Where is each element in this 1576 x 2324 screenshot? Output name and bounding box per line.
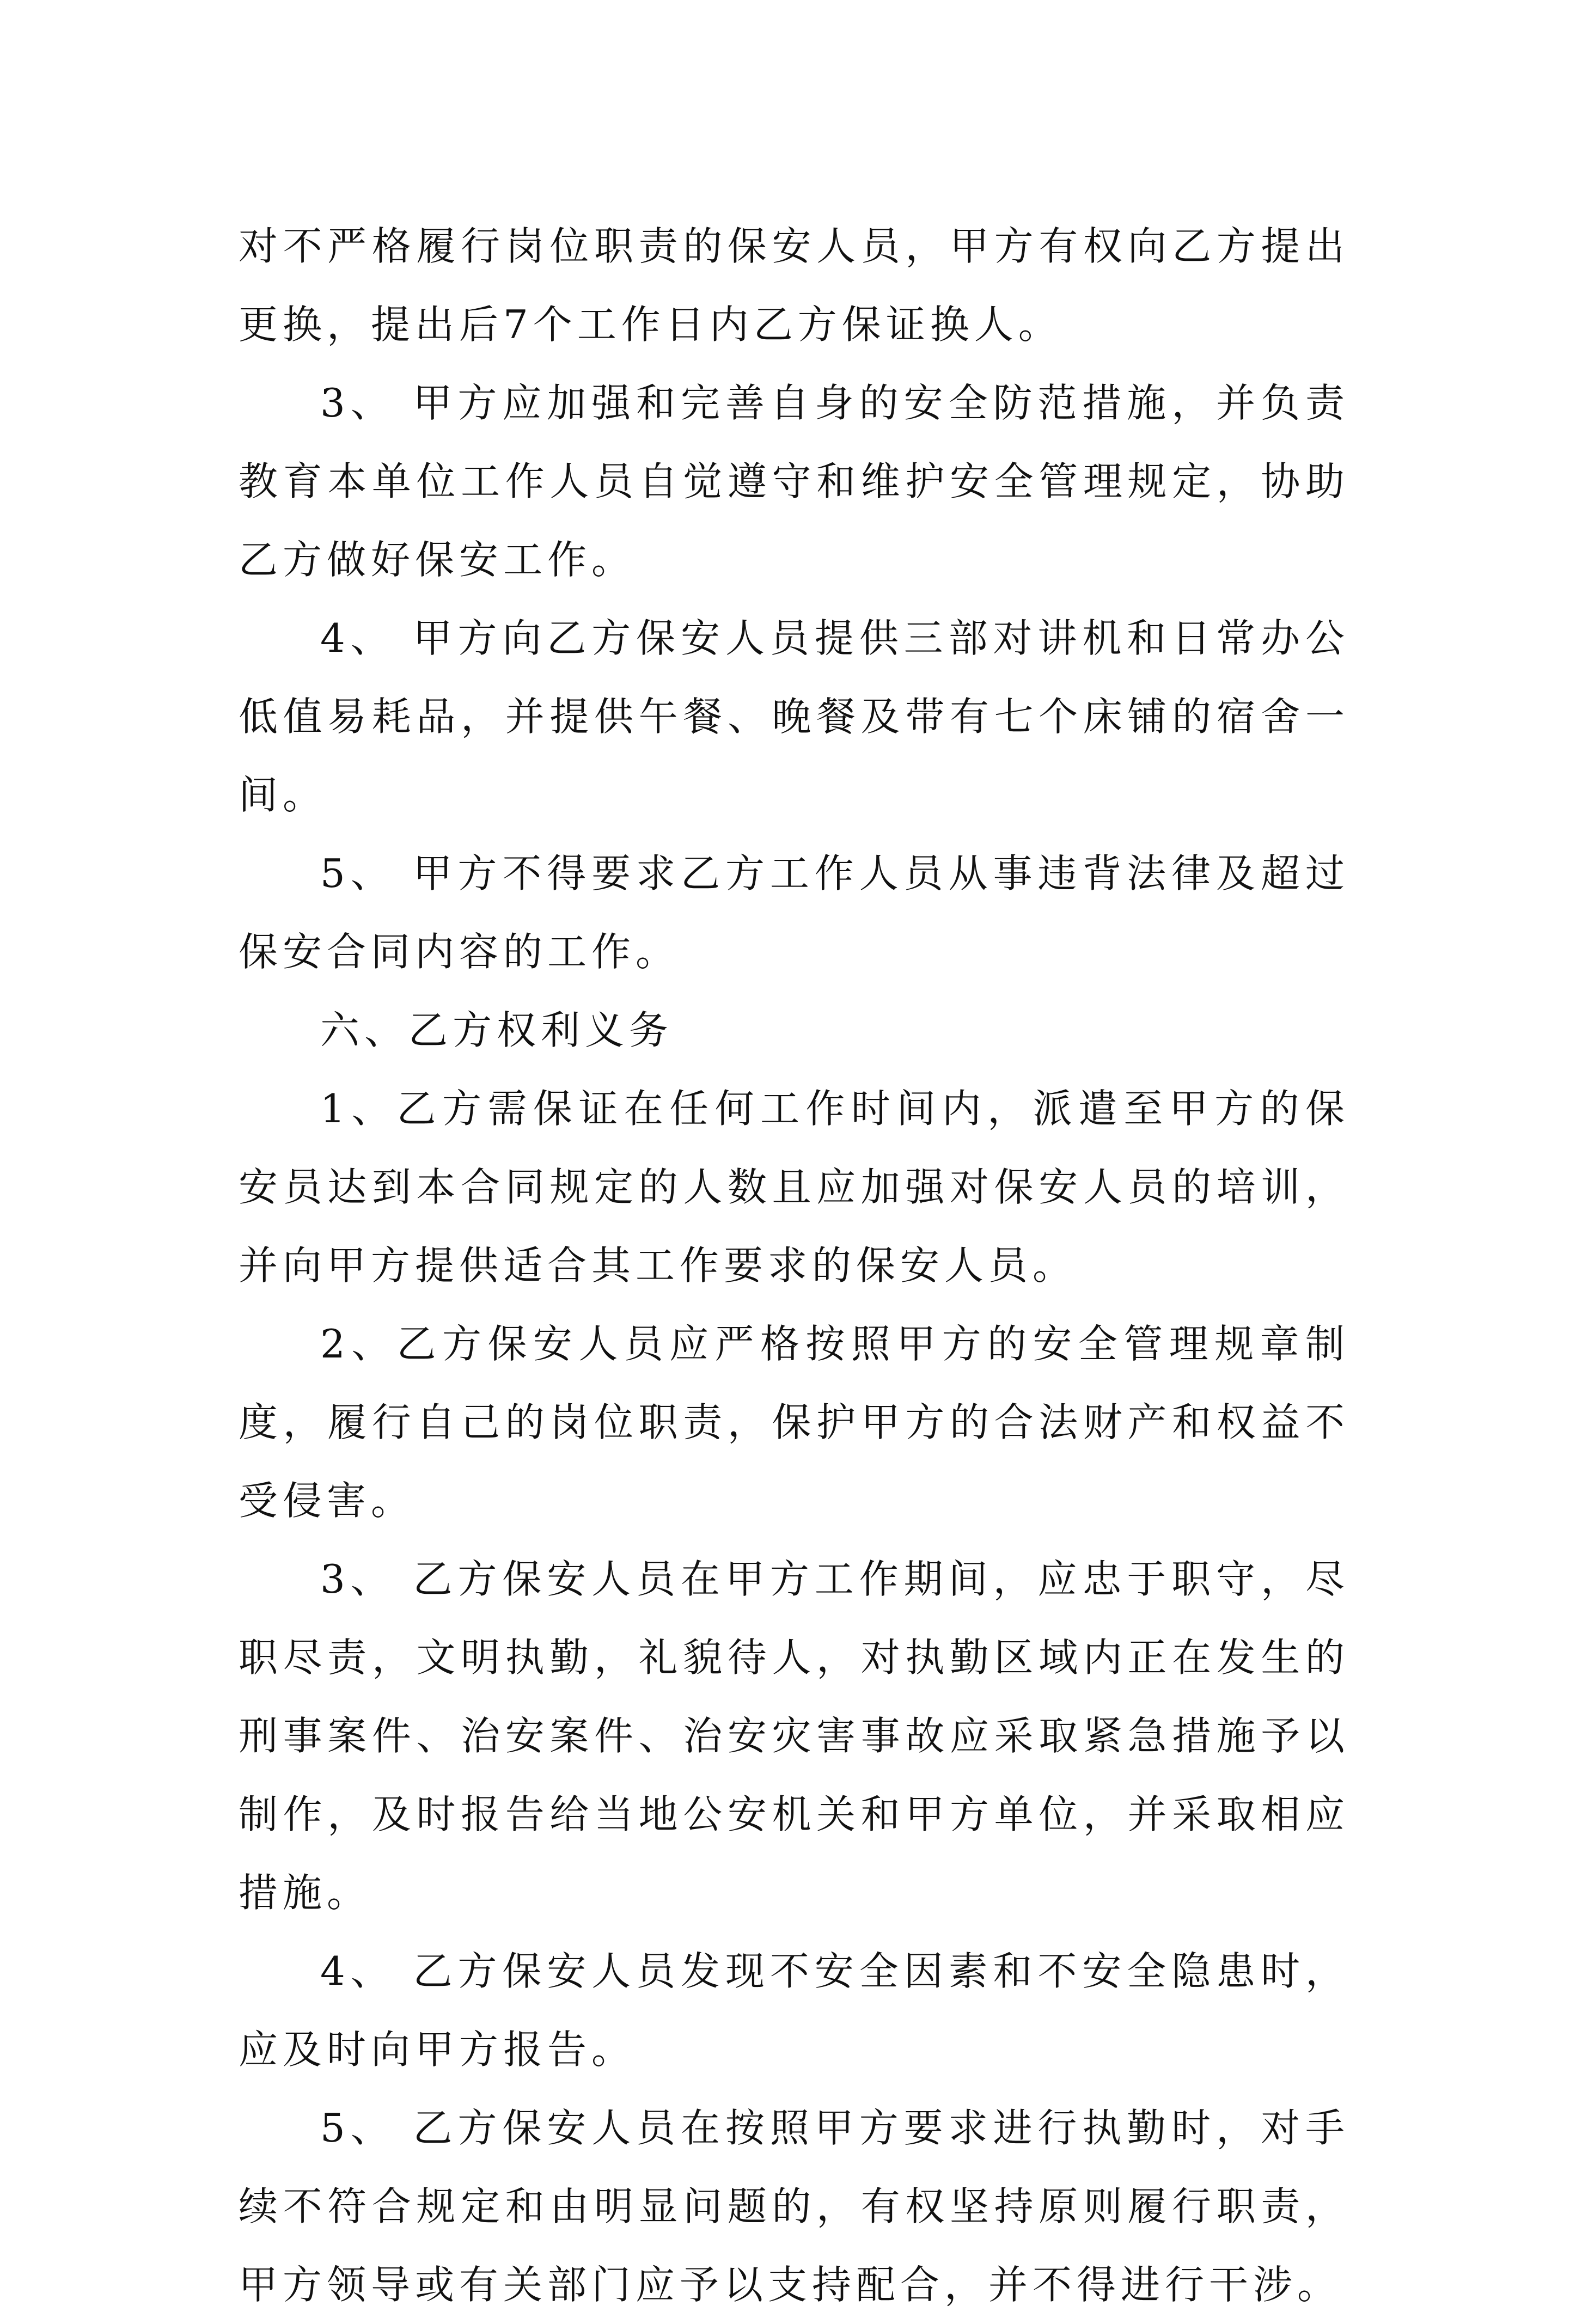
paragraph-continuation: 对不严格履行岗位职责的保安人员，甲方有权向乙方提出更换，提出后7个工作日内乙方保证换人。	[239, 223, 1349, 347]
contract-body	[239, 207, 1349, 2324]
paragraph-party-a-item-5: 5、 甲方不得要求乙方工作人员从事违背法律及超过保安合同内容的工作。	[239, 851, 1349, 975]
paragraph-party-b-item-5: 5、 乙方保安人员在按照甲方要求进行执勤时，对手续不符合规定和由明显问题的，有权坚持原则履行职责，甲方领导或有关部门应予以支持配合，并不得进行干涉。	[239, 2105, 1349, 2308]
paragraph-party-a-item-3: 3、 甲方应加强和完善自身的安全防范措施，并负责教育本单位工作人员自觉遵守和维护安全管理规定，协助乙方做好保安工作。	[239, 380, 1349, 583]
paragraph-party-b-item-4: 4、 乙方保安人员发现不安全因素和不安全隐患时，应及时向甲方报告。	[239, 1948, 1349, 2072]
paragraph-party-b-item-2: 2、乙方保安人员应严格按照甲方的安全管理规章制度，履行自己的岗位职责，保护甲方的合法财产和权益不受侵害。	[239, 1321, 1349, 1524]
section-heading-party-b-rights: 六、乙方权利义务	[320, 1007, 674, 1053]
paragraph-party-b-item-1: 1、乙方需保证在任何工作时间内，派遣至甲方的保安员达到本合同规定的人数且应加强对保安人员的培训，并向甲方提供适合其工作要求的保安人员。	[239, 1086, 1349, 1288]
paragraph-party-b-item-3: 3、 乙方保安人员在甲方工作期间，应忠于职守，尽职尽责，文明执勤，礼貌待人，对执勤区域内正在发生的刑事案件、治安案件、治安灾害事故应采取紧急措施予以制作，及时报告给当地公安机关和甲方单位，并采取相应措施。	[239, 1556, 1349, 1916]
paragraph-party-a-item-4: 4、 甲方向乙方保安人员提供三部对讲机和日常办公低值易耗品，并提供午餐、晚餐及带有七个床铺的宿舍一间。	[239, 615, 1349, 818]
